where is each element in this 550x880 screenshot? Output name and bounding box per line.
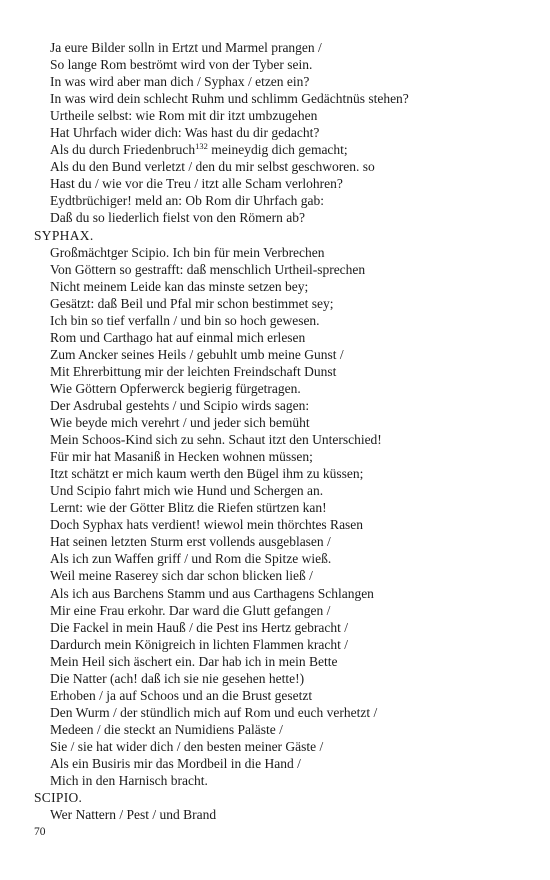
line-text: Eydtbrüchiger! meld an: Ob Rom dir Uhrfach gab: xyxy=(50,193,325,209)
verse-line xyxy=(34,90,534,107)
line-text: Und Scipio fahrt mich wie Hund und Schergen an. xyxy=(50,483,324,499)
line-text: Dardurch mein Königreich in lichten Flammen kracht / xyxy=(50,636,349,652)
line-text: Wie beyde mich verehrt / und jeder sich bemüht xyxy=(50,415,310,431)
verse-line xyxy=(34,329,534,346)
line-text: Hat Uhrfach wider dich: Was hast du dir gedacht? xyxy=(50,125,320,141)
line-text: Mich in den Harnisch bracht. xyxy=(50,773,208,789)
verse-line xyxy=(34,346,534,363)
verse-line xyxy=(34,141,534,158)
line-text: Mir eine Frau erkohr. Dar ward die Glutt gefangen / xyxy=(50,602,331,618)
footnote-marker: 132 xyxy=(195,141,208,152)
line-text: Für mir hat Masaniß in Hecken wohnen müssen; xyxy=(50,449,313,465)
page-number: 70 xyxy=(34,826,46,838)
line-text: Der Asdrubal gestehts / und Scipio wirds sagen: xyxy=(50,397,310,413)
speaker-name xyxy=(34,789,534,806)
verse-line xyxy=(34,397,534,414)
line-text: Urtheile selbst: wie Rom mit dir itzt umbzugehen xyxy=(50,108,318,124)
line-text: Nicht meinem Leide kan das minste setzen bey; xyxy=(50,278,309,294)
line-text: Sie / sie hat wider dich / den besten meiner Gäste / xyxy=(50,738,324,754)
verse-line xyxy=(34,175,534,192)
verse-line xyxy=(34,602,534,619)
verse-line xyxy=(34,499,534,516)
line-text: Als ein Busiris mir das Mordbeil in die Hand / xyxy=(50,755,301,771)
verse-line xyxy=(34,414,534,431)
verse-line xyxy=(34,261,534,278)
line-text: Daß du so liederlich fielst von den Römern ab? xyxy=(50,210,305,226)
verse-line xyxy=(34,465,534,482)
line-text: Mein Heil sich äschert ein. Dar hab ich in mein Bette xyxy=(50,653,338,669)
verse-line xyxy=(34,295,534,312)
verse-line xyxy=(34,244,534,261)
verse-line xyxy=(34,278,534,295)
verse-line xyxy=(34,567,534,584)
line-text: Zum Ancker seines Heils / gebuhlt umb meine Gunst / xyxy=(50,346,344,362)
verse-line xyxy=(34,755,534,772)
verse-line xyxy=(34,448,534,465)
line-text: Weil meine Raserey sich dar schon blicken ließ / xyxy=(50,568,313,584)
line-text: Mit Ehrerbittung mir der leichten Freindschaft Dunst xyxy=(50,363,337,379)
line-text: Wie Göttern Opferwerck begierig fürgetragen. xyxy=(50,380,301,396)
verse-line xyxy=(34,192,534,209)
verse-line xyxy=(34,687,534,704)
verse-line xyxy=(34,533,534,550)
line-text-continued: meineydig dich gemacht; xyxy=(207,142,348,158)
line-text: Als ich aus Barchens Stamm und aus Carthagens Schlangen xyxy=(50,585,374,601)
line-text: Die Natter (ach! daß ich sie nie gesehen hette!) xyxy=(50,670,305,686)
verse-line xyxy=(34,772,534,789)
line-text: Als du den Bund verletzt / den du mir selbst geschworen. so xyxy=(50,159,375,175)
line-text: Erhoben / ja auf Schoos und an die Brust gesetzt xyxy=(50,687,313,703)
line-text: Rom und Carthago hat auf einmal mich erlesen xyxy=(50,329,306,345)
line-text: Die Fackel in mein Hauß / die Pest ins Hertz gebracht / xyxy=(50,619,349,635)
verse-line xyxy=(34,806,534,823)
line-text: SCIPIO. xyxy=(34,790,83,806)
play-text xyxy=(34,39,534,823)
line-text: In was wird dein schlecht Ruhm und schlimm Gedächtnüs stehen? xyxy=(50,91,409,107)
line-text: Gesätzt: daß Beil und Pfal mir schon bestimmet sey; xyxy=(50,295,334,311)
verse-line xyxy=(34,704,534,721)
line-text: Lernt: wie der Götter Blitz die Riefen stürtzen kan! xyxy=(50,500,327,516)
verse-line xyxy=(34,653,534,670)
line-text: Hast du / wie vor die Treu / itzt alle Scham verlohren? xyxy=(50,176,343,192)
verse-line xyxy=(34,363,534,380)
line-text: Als ich zun Waffen griff / und Rom die Spitze wieß. xyxy=(50,551,332,567)
verse-line xyxy=(34,516,534,533)
verse-line xyxy=(34,124,534,141)
verse-line xyxy=(34,585,534,602)
verse-line xyxy=(34,550,534,567)
line-text: Großmächtger Scipio. Ich bin für mein Verbrechen xyxy=(50,244,325,260)
verse-line xyxy=(34,738,534,755)
line-text: Doch Syphax hats verdient! wiewol mein thörchtes Rasen xyxy=(50,517,364,533)
verse-line xyxy=(34,209,534,226)
verse-line xyxy=(34,670,534,687)
line-text: In was wird aber man dich / Syphax / etzen ein? xyxy=(50,74,310,90)
verse-line xyxy=(34,619,534,636)
verse-line xyxy=(34,158,534,175)
speaker-name xyxy=(34,227,534,244)
line-text: Ich bin so tief verfalln / und bin so hoch gewesen. xyxy=(50,312,320,328)
verse-line xyxy=(34,482,534,499)
verse-line xyxy=(34,380,534,397)
line-text: SYPHAX. xyxy=(34,227,94,243)
verse-line xyxy=(34,312,534,329)
line-text: Hat seinen letzten Sturm erst vollends ausgeblasen / xyxy=(50,534,331,550)
line-text: Wer Nattern / Pest / und Brand xyxy=(50,807,217,823)
verse-line xyxy=(34,39,534,56)
line-text: Itzt schätzt er mich kaum werth den Bügel ihm zu küssen; xyxy=(50,466,364,482)
line-text: Den Wurm / der stündlich mich auf Rom und euch verhetzt / xyxy=(50,704,378,720)
line-text: Ja eure Bilder solln in Ertzt und Marmel prangen / xyxy=(50,40,322,55)
verse-line xyxy=(34,431,534,448)
verse-line xyxy=(34,73,534,90)
verse-line xyxy=(34,721,534,738)
line-text: Als du durch Friedenbruch xyxy=(50,142,196,158)
verse-line xyxy=(34,636,534,653)
line-text: Von Göttern so gestrafft: daß menschlich Urtheil-sprechen xyxy=(50,261,366,277)
line-text: So lange Rom beströmt wird von der Tyber sein. xyxy=(50,57,313,73)
verse-line xyxy=(34,107,534,124)
line-text: Mein Schoos-Kind sich zu sehn. Schaut itzt den Unterschied! xyxy=(50,432,382,448)
line-text: Medeen / die steckt an Numidiens Paläste / xyxy=(50,721,283,737)
verse-line xyxy=(34,56,534,73)
